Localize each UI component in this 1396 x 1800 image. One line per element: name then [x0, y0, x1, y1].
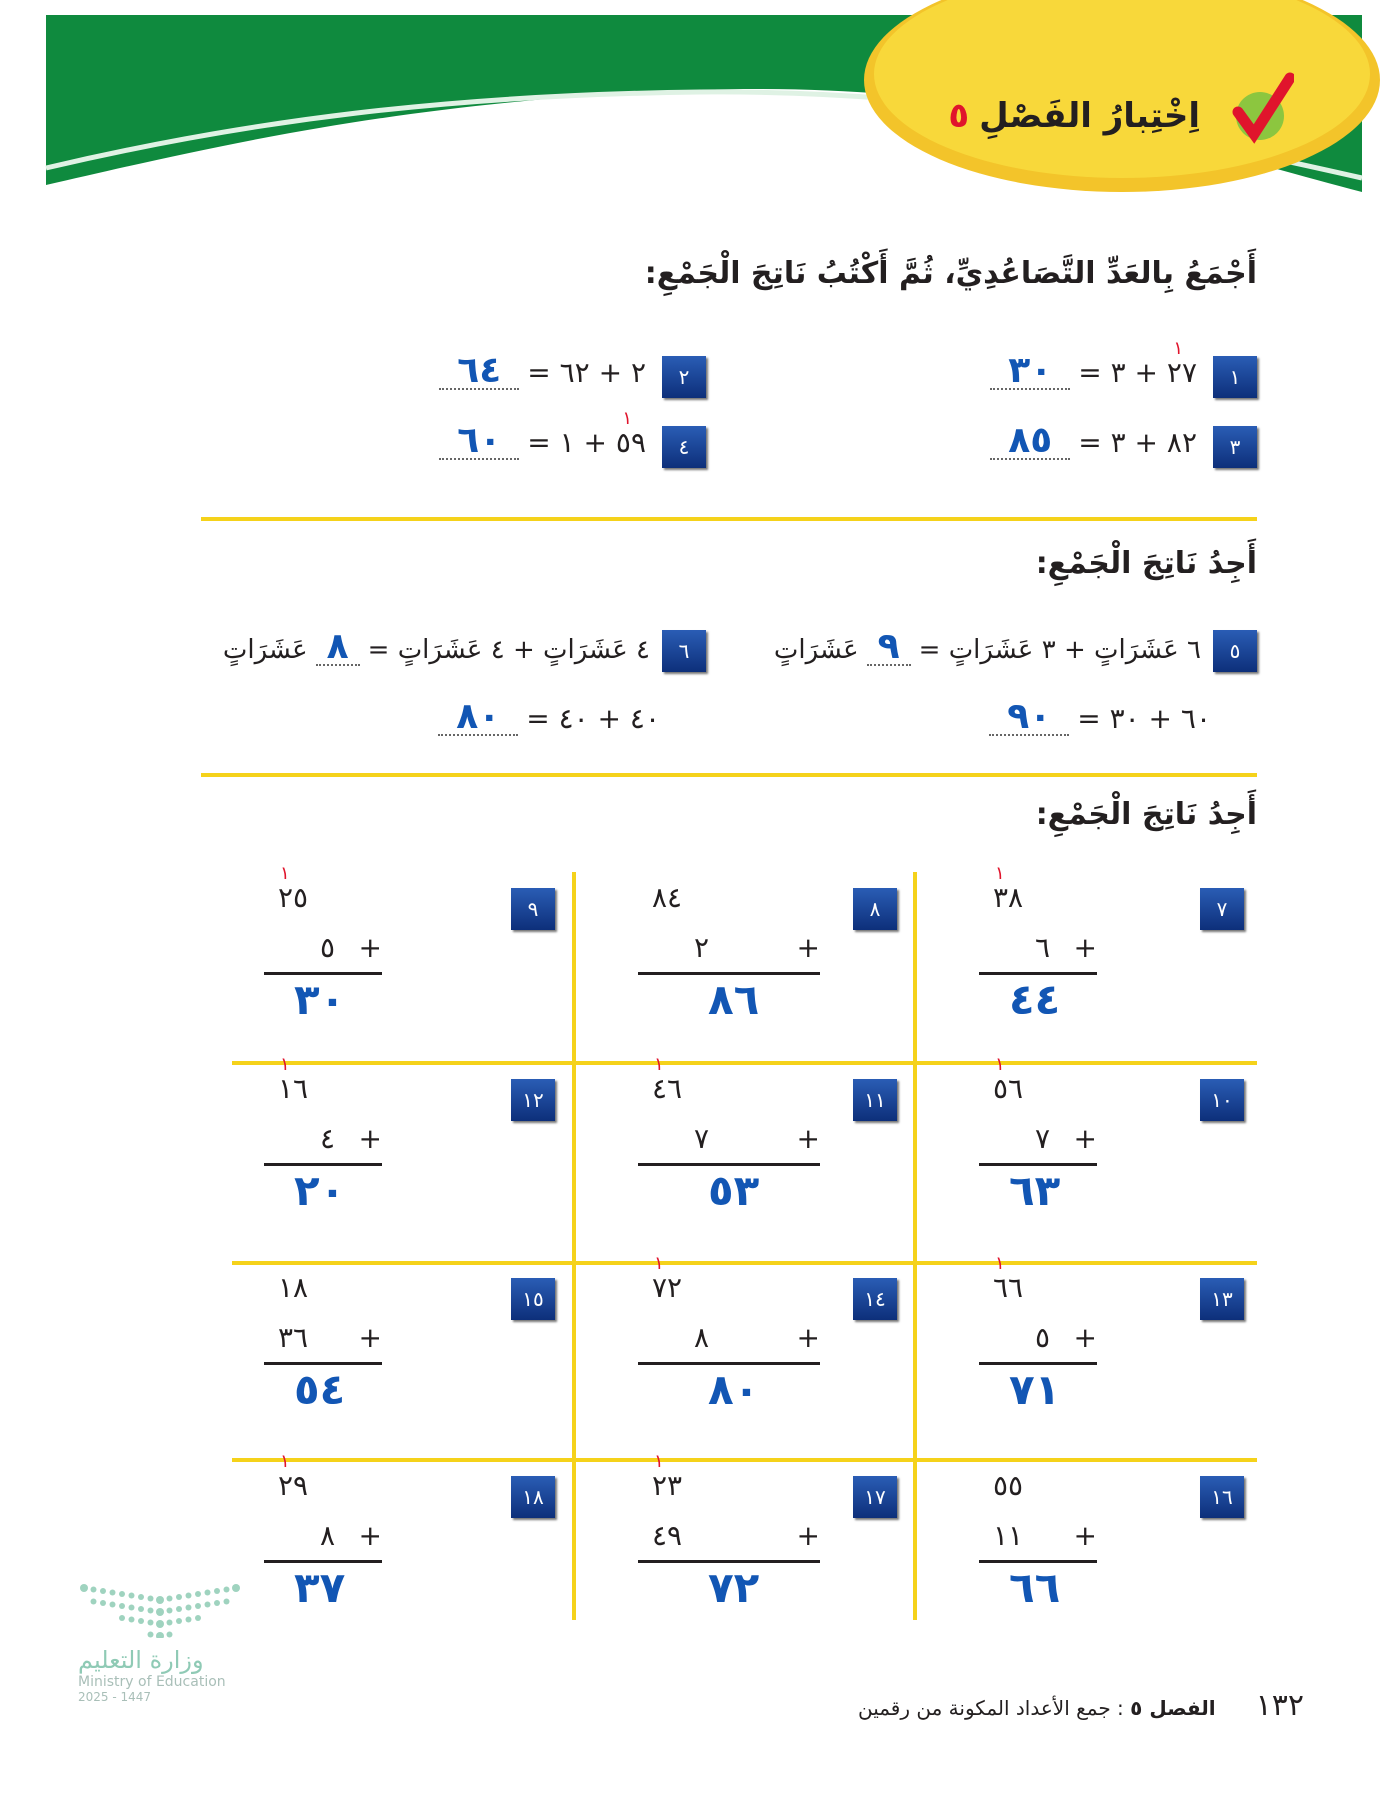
- expression: ٢ + ٦٢ =: [527, 356, 646, 389]
- bottom-number: ٧: [694, 1121, 710, 1155]
- divider: [201, 773, 1257, 777]
- problem-number: ٦: [662, 630, 706, 672]
- top-number: ٢٣ ١: [652, 1450, 683, 1502]
- answer-field[interactable]: ٤٤: [1009, 975, 1061, 1024]
- equation: [438, 696, 660, 737]
- equation: [990, 338, 1197, 391]
- problem-number: ٩: [511, 888, 555, 930]
- footer-separator: :: [1117, 1696, 1124, 1720]
- vertical-addition: [264, 1262, 382, 1414]
- top-number: ١٦ ١: [278, 1053, 309, 1105]
- answer-field[interactable]: ٧١: [1009, 1365, 1061, 1414]
- title-text: اِخْتِبارُ الفَصْلِ: [979, 96, 1200, 136]
- plus-sign: +: [358, 1320, 382, 1354]
- equation: [989, 696, 1211, 737]
- answer-field[interactable]: ٥٤: [294, 1365, 346, 1414]
- expression: ٤٠ + ٤٠ =: [526, 702, 660, 735]
- vertical-addition: [264, 1053, 382, 1215]
- carry-mark: ١: [280, 1053, 290, 1075]
- equation: [990, 420, 1197, 461]
- expression: ٦ عَشَرَاتٍ + ٣ عَشَرَاتٍ =: [918, 635, 1201, 665]
- page-title: [948, 96, 1200, 136]
- problem-number: ٥: [1213, 630, 1257, 672]
- problem-number: ٣: [1213, 426, 1257, 468]
- carry-mark: ١: [995, 1053, 1005, 1075]
- carry-mark: ١: [995, 862, 1005, 884]
- answer-field[interactable]: ٩٠: [989, 700, 1069, 736]
- answer-field[interactable]: ٩: [867, 630, 911, 666]
- problem-number: ٤: [662, 426, 706, 468]
- expression: ٦٠ + ٣٠ =: [1077, 702, 1211, 735]
- logo-years: 2025 - 1447: [78, 1690, 152, 1704]
- bottom-number: ٤٩: [652, 1518, 683, 1552]
- logo-dots-icon: [78, 1580, 248, 1638]
- plus-sign: +: [796, 1320, 820, 1354]
- section3-instruction: أَجِدُ نَاتِجَ الْجَمْعِ:: [1035, 797, 1257, 832]
- vertical-addition: [638, 872, 820, 1024]
- carry-mark: ١: [280, 862, 290, 884]
- page-footer: [858, 1688, 1304, 1723]
- top-number: ١٨: [278, 1270, 309, 1304]
- answer-field[interactable]: ٧٢: [708, 1563, 760, 1612]
- vertical-addition: [979, 862, 1097, 1024]
- equation: [439, 350, 646, 391]
- answer-field[interactable]: ٣٧: [294, 1563, 346, 1612]
- carry-mark: ١: [280, 1450, 290, 1472]
- answer-field[interactable]: ٨٦: [708, 975, 760, 1024]
- bottom-number: ٧: [1035, 1121, 1051, 1155]
- answer-field[interactable]: ٦٤: [439, 354, 519, 390]
- problem-number: ١٤: [853, 1278, 897, 1320]
- section1-instruction: أَجْمَعُ بِالعَدِّ التَّصَاعُدِيِّ، ثُمَّ أَكْتُبُ نَاتِجَ الْجَمْعِ:: [644, 256, 1257, 291]
- answer-field[interactable]: ٨٠: [438, 700, 518, 736]
- problem-number: ١٨: [511, 1476, 555, 1518]
- problem-number: ١٠: [1200, 1079, 1244, 1121]
- plus-sign: +: [358, 1121, 382, 1155]
- problem-number: ١: [1213, 356, 1257, 398]
- answer-field[interactable]: ٣٠: [990, 354, 1070, 390]
- vertical-addition: [638, 1252, 820, 1414]
- top-number: ٤٦ ١: [652, 1053, 683, 1105]
- answer-field[interactable]: ٨٠: [708, 1365, 760, 1414]
- answer-field[interactable]: ٢٠: [294, 1166, 346, 1215]
- bottom-number: ٦: [1035, 930, 1051, 964]
- top-number: ٧٢ ١: [652, 1252, 683, 1304]
- footer-chapter-title: جمع الأعداد المكونة من رقمين: [857, 1696, 1111, 1720]
- section2-instruction: أَجِدُ نَاتِجَ الْجَمْعِ:: [1035, 546, 1257, 581]
- answer-field[interactable]: ٦٣: [1009, 1166, 1061, 1215]
- answer-field[interactable]: ٣٠: [294, 975, 346, 1024]
- carry-mark: ١: [654, 1252, 664, 1274]
- top-number: ٢٥ ١: [278, 862, 309, 914]
- plus-sign: +: [1073, 1518, 1097, 1552]
- top-number: ٦٦ ١: [993, 1252, 1024, 1304]
- expression: ٥٩ + ١ = ١: [527, 408, 646, 459]
- expression: ٢٧ + ٣ = ١: [1078, 338, 1197, 389]
- plus-sign: +: [358, 930, 382, 964]
- equation: [439, 408, 646, 461]
- answer-field[interactable]: ٥٣: [708, 1166, 760, 1215]
- problem-number: ١٧: [853, 1476, 897, 1518]
- footer-chapter: الفصل ٥: [1130, 1696, 1216, 1720]
- vertical-addition: [979, 1252, 1097, 1414]
- vertical-addition: [638, 1450, 820, 1612]
- answer-field[interactable]: ٦٦: [1009, 1563, 1061, 1612]
- logo-english: Ministry of Education: [78, 1674, 226, 1690]
- checkmark-icon: [1230, 72, 1294, 144]
- answer-field[interactable]: ٨٥: [990, 424, 1070, 460]
- ministry-logo: [78, 1580, 248, 1704]
- problem-number: ٧: [1200, 888, 1244, 930]
- expression: ٤ عَشَرَاتٍ + ٤ عَشَرَاتٍ =: [367, 635, 650, 665]
- plus-sign: +: [1073, 930, 1097, 964]
- carry-mark: ١: [995, 1252, 1005, 1274]
- equation: [773, 626, 1201, 667]
- problem-number: ٨: [853, 888, 897, 930]
- answer-field[interactable]: ٨: [316, 630, 360, 666]
- vertical-addition: [264, 1450, 382, 1612]
- answer-field[interactable]: ٦٠: [439, 424, 519, 460]
- top-number: ٣٨ ١: [993, 862, 1024, 914]
- equation: [222, 626, 650, 667]
- vertical-addition: [264, 862, 382, 1024]
- unit-label: عَشَرَاتٍ: [222, 635, 308, 665]
- plus-sign: +: [1073, 1320, 1097, 1354]
- carry-mark: ١: [654, 1053, 664, 1075]
- top-number: ٢٩ ١: [278, 1450, 309, 1502]
- unit-label: عَشَرَاتٍ: [773, 635, 859, 665]
- top-number: ٨٤: [652, 880, 683, 914]
- grid-line: [572, 872, 576, 1620]
- plus-sign: +: [796, 1121, 820, 1155]
- bottom-number: ٢: [694, 930, 710, 964]
- carry-mark: ١: [622, 408, 632, 429]
- bottom-number: ٣٦: [278, 1320, 309, 1354]
- vertical-addition: [638, 1053, 820, 1215]
- problem-number: ١٢: [511, 1079, 555, 1121]
- bottom-number: ٨: [694, 1320, 710, 1354]
- plus-sign: +: [1073, 1121, 1097, 1155]
- problem-number: ١٥: [511, 1278, 555, 1320]
- carry-mark: ١: [1173, 338, 1183, 359]
- plus-sign: +: [358, 1518, 382, 1552]
- expression: ٨٢ + ٣ =: [1078, 426, 1197, 459]
- vertical-addition: [979, 1460, 1097, 1612]
- problem-number: ١٦: [1200, 1476, 1244, 1518]
- divider: [201, 517, 1257, 521]
- problem-number: ١٣: [1200, 1278, 1244, 1320]
- plus-sign: +: [796, 930, 820, 964]
- bottom-number: ٥: [320, 930, 336, 964]
- problem-number: ٢: [662, 356, 706, 398]
- problem-number: ١١: [853, 1079, 897, 1121]
- bottom-number: ٨: [320, 1518, 336, 1552]
- top-number: ٥٥: [993, 1468, 1024, 1502]
- plus-sign: +: [796, 1518, 820, 1552]
- vertical-addition: [979, 1053, 1097, 1215]
- page-number: ١٣٢: [1255, 1688, 1304, 1723]
- grid-line: [913, 872, 917, 1620]
- logo-arabic: وزارة التعليم: [78, 1646, 204, 1674]
- bottom-number: ٥: [1035, 1320, 1051, 1354]
- bottom-number: ٤: [320, 1121, 336, 1155]
- top-number: ٥٦ ١: [993, 1053, 1024, 1105]
- bottom-number: ١١: [993, 1518, 1024, 1552]
- chapter-number: ٥: [948, 96, 970, 136]
- carry-mark: ١: [654, 1450, 664, 1472]
